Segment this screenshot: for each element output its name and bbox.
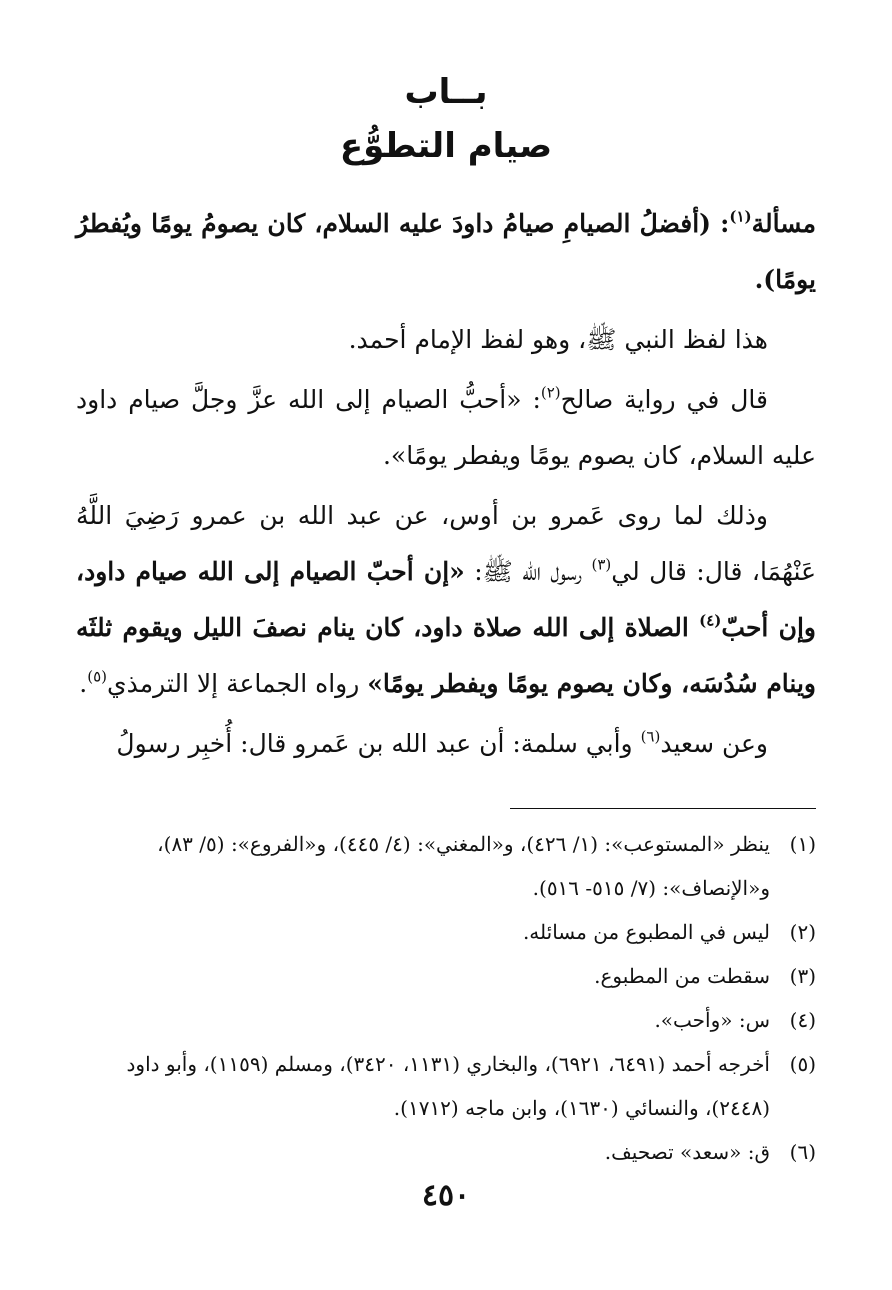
footnote-text: ينظر «المستوعب»: (١/ ٤٢٦)، و«المغني»: (٤/ ٤٤٥)، و«الفروع»: (٥/ ٨٣)، و«الإنصاف»: (٧/ ٥١٥- ٥١٦). bbox=[157, 832, 770, 900]
page-number: ٤٥٠ bbox=[421, 1178, 471, 1213]
paragraph-4 bbox=[76, 488, 816, 712]
footnote-divider bbox=[510, 808, 816, 809]
footnote-item bbox=[76, 1130, 816, 1174]
footnote-item bbox=[76, 822, 816, 910]
paragraph-4-end: . bbox=[79, 669, 88, 698]
paragraph-4-text-c: رواه الجماعة إلا الترمذي bbox=[107, 669, 368, 698]
footnote-number: (٤) bbox=[789, 1008, 816, 1032]
paragraph-3-text-a: قال في رواية صالح bbox=[560, 385, 768, 414]
paragraph-5-text-b: وأبي سلمة: أن عبد الله بن عَمرو قال: أُخبِر رسولُ bbox=[116, 729, 641, 758]
paragraph-4-text-a: وذلك لما روى عَمرو بن أوس، عن عبد الله بن عمرو رَضِيَ اللَّهُ عَنْهُمَا، قال: قال لي bbox=[76, 501, 816, 586]
chapter-title: صيام التطوُّع bbox=[339, 126, 553, 166]
paragraph-4-text-b: رسول الله ﷺ: bbox=[464, 557, 592, 586]
footnote-ref-6: (٦) bbox=[640, 727, 661, 746]
footnote-text: سقطت من المطبوع. bbox=[594, 964, 770, 988]
footnote-item bbox=[76, 954, 816, 998]
footnote-text: ليس في المطبوع من مسائله. bbox=[522, 920, 770, 944]
footnote-number: (١) bbox=[789, 832, 816, 856]
paragraph-5-text-a: وعن سعيد bbox=[660, 729, 768, 758]
paragraph-2 bbox=[76, 312, 816, 368]
hadith-text-b: الصلاة إلى الله صلاة داود، كان ينام نصفَ الليل ويقوم ثلثَه وينام سُدُسَه، وكان يصوم يومًا ويفطر يومًا» bbox=[76, 613, 816, 698]
footnote-ref-5: (٥) bbox=[87, 667, 107, 686]
paragraph-masala bbox=[76, 196, 816, 308]
main-text bbox=[76, 196, 816, 776]
hadith-text-a: «إن أحبّ الصيام إلى الله صيام داود، وإن أحبّ bbox=[76, 557, 816, 642]
chapter-heading: بــاب bbox=[404, 72, 488, 112]
paragraph-3 bbox=[76, 372, 816, 484]
footnote-ref-1: (١) bbox=[729, 207, 752, 226]
footnote-text: ق: «سعد» تصحيف. bbox=[604, 1140, 770, 1164]
footnote-ref-2: (٢) bbox=[540, 383, 561, 402]
footnote-ref-3: (٣) bbox=[591, 555, 612, 574]
footnote-text: أخرجه أحمد (٦٤٩١، ٦٩٢١)، والبخاري (١١٣١، ٣٤٢٠)، ومسلم (١١٥٩)، وأبو داود (٢٤٤٨)، والنسائي (١٦٣٠)، وابن ماجه (١٧١٢). bbox=[126, 1052, 770, 1120]
footnote-number: (٦) bbox=[789, 1140, 816, 1164]
masala-text: : (أفضلُ الصيامِ صيامُ داودَ عليه السلام، كان يصومُ يومًا ويُفطرُ يومًا). bbox=[76, 209, 816, 294]
paragraph-3-text-b: : «أحبُّ الصيام إلى الله عزَّ وجلَّ صيام داود عليه السلام، كان يصوم يومًا ويفطر يومًا». bbox=[76, 385, 816, 470]
footnote-number: (٥) bbox=[789, 1052, 816, 1076]
footnotes bbox=[76, 822, 816, 1174]
footnote-ref-4: (٤) bbox=[699, 611, 722, 630]
paragraph-5 bbox=[76, 716, 816, 772]
footnote-text: س: «وأحب». bbox=[654, 1008, 770, 1032]
footnote-item bbox=[76, 1042, 816, 1130]
masala-label: مسألة bbox=[751, 209, 816, 238]
footnote-item bbox=[76, 998, 816, 1042]
footnote-number: (٢) bbox=[789, 920, 816, 944]
paragraph-2-text: هذا لفظ النبي ﷺ، وهو لفظ الإمام أحمد. bbox=[348, 325, 768, 354]
footnote-item bbox=[76, 910, 816, 954]
footnote-number: (٣) bbox=[789, 964, 816, 988]
